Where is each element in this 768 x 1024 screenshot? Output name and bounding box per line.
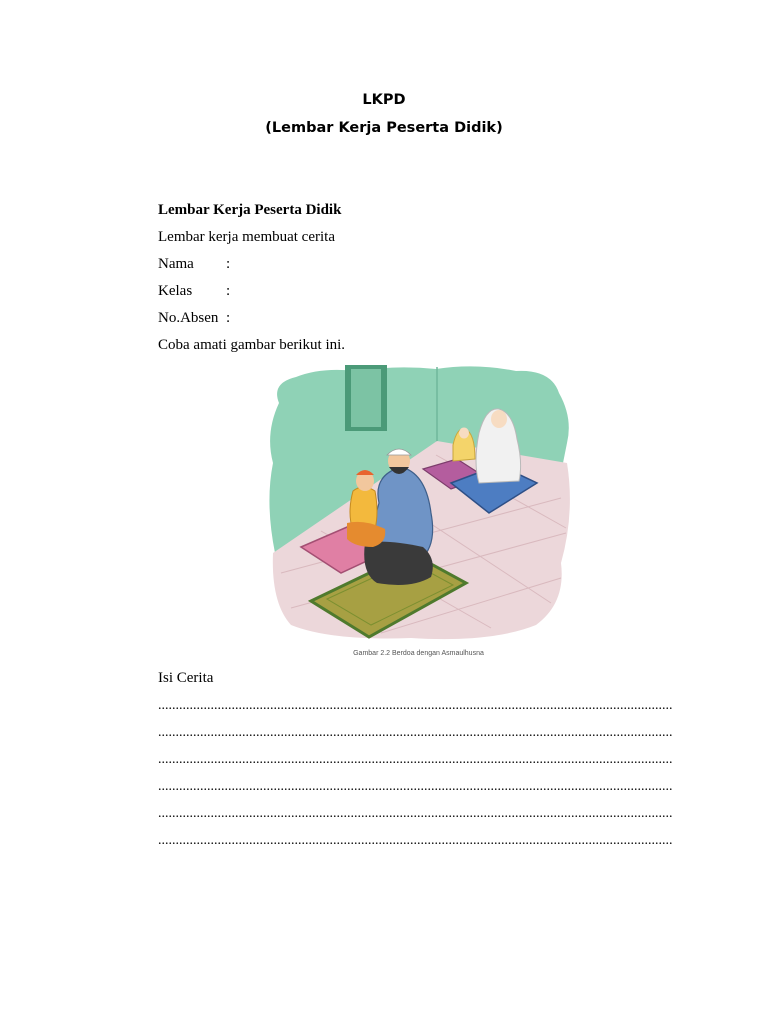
field-nama	[158, 256, 230, 273]
field-separator: :	[226, 256, 231, 272]
page-title: LKPD	[362, 92, 406, 108]
story-label: Isi Cerita	[158, 670, 214, 686]
field-separator: :	[226, 310, 231, 326]
worksheet-description: Lembar kerja membuat cerita	[158, 229, 335, 245]
story-line-6[interactable]: ...................................................................................................................................................	[158, 833, 673, 848]
figure-caption: Gambar 2.2 Berdoa dengan Asmaulhusna	[353, 650, 484, 657]
window-pane	[351, 369, 381, 427]
field-no-absen	[158, 310, 230, 327]
story-line-5[interactable]: ...................................................................................................................................................	[158, 806, 673, 821]
story-line-3[interactable]: ...................................................................................................................................................	[158, 752, 673, 767]
story-line-2[interactable]: ...................................................................................................................................................	[158, 725, 673, 740]
father-trousers	[364, 542, 433, 585]
field-separator: :	[226, 283, 231, 299]
story-line-1[interactable]: ...................................................................................................................................................	[158, 698, 673, 713]
field-label-kelas: Kelas	[158, 283, 193, 299]
mother-face	[491, 410, 507, 428]
story-line-4[interactable]: ...................................................................................................................................................	[158, 779, 673, 794]
worksheet-heading: Lembar Kerja Peserta Didik	[158, 202, 342, 218]
instruction-text: Coba amati gambar berikut ini.	[158, 337, 346, 353]
praying-family-illustration	[261, 363, 576, 646]
girl-face	[459, 428, 469, 439]
field-label-no-absen: No.Absen	[158, 310, 219, 326]
field-label-nama: Nama	[158, 256, 194, 272]
page-subtitle: (Lembar Kerja Peserta Didik)	[265, 120, 503, 136]
field-kelas	[158, 283, 230, 300]
